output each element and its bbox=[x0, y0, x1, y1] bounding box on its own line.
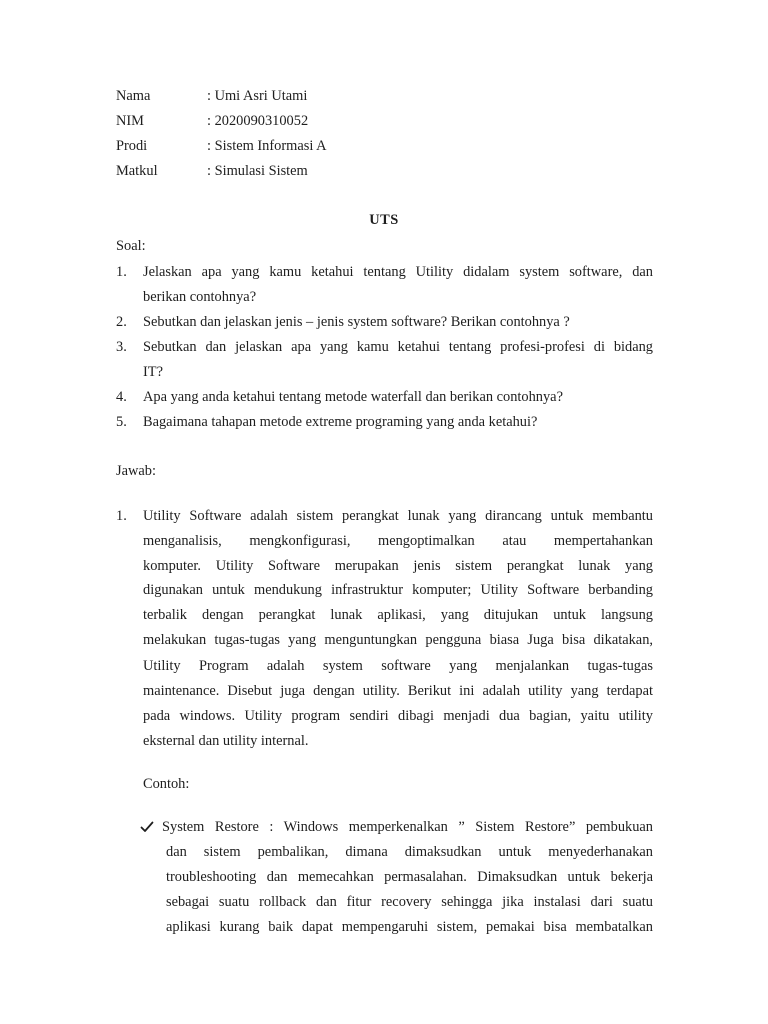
answer-line: eksternal dan utility internal. bbox=[143, 733, 309, 749]
answer-line: menganalisis, mengkonfigurasi, mengoptimalkan atau mempertahankan bbox=[143, 533, 653, 549]
info-label-prodi: Prodi bbox=[116, 138, 148, 154]
answer-number: 1. bbox=[116, 508, 127, 524]
answer-line: melakukan tugas-tugas yang menguntungkan pengguna biasa Juga bisa dikatakan, bbox=[143, 632, 653, 648]
question-line: Bagaimana tahapan metode extreme programing yang anda ketahui? bbox=[143, 414, 538, 430]
answer-line: digunakan untuk mendukung infrastruktur komputer; Utility Software berbanding bbox=[143, 582, 653, 598]
answers-label: Jawab: bbox=[116, 463, 156, 479]
question-number: 1. bbox=[116, 264, 127, 280]
question-line: Jelaskan apa yang kamu ketahui tentang Utility didalam system software, dan bbox=[143, 264, 653, 280]
answer-line: Utility Software adalah sistem perangkat lunak yang dirancang untuk membantu bbox=[143, 508, 653, 524]
question-line: berikan contohnya? bbox=[143, 289, 257, 305]
bullet-line: sebagai suatu rollback dan fitur recovery sehingga jika instalasi dari suatu bbox=[166, 894, 653, 910]
info-value-matkul: : Simulasi Sistem bbox=[207, 163, 308, 179]
question-number: 4. bbox=[116, 389, 127, 405]
bullet-line: troubleshooting dan memecahkan permasalahan. Dimaksudkan untuk bekerja bbox=[166, 869, 653, 885]
example-label: Contoh: bbox=[143, 776, 190, 792]
questions-label: Soal: bbox=[116, 238, 146, 254]
question-number: 5. bbox=[116, 414, 127, 430]
question-number: 3. bbox=[116, 339, 127, 355]
answer-line: pada windows. Utility program sendiri dibagi menjadi dua bagian, yaitu utility bbox=[143, 708, 653, 724]
answer-line: maintenance. Disebut juga dengan utility. Berikut ini adalah utility yang terdapat bbox=[143, 683, 653, 699]
question-line: IT? bbox=[143, 364, 163, 380]
answer-line: terbalik dengan perangkat lunak aplikasi, yang ditujukan untuk langsung bbox=[143, 607, 653, 623]
info-label-nim: NIM bbox=[116, 113, 144, 129]
question-line: Apa yang anda ketahui tentang metode waterfall dan berikan contohnya? bbox=[143, 389, 563, 405]
document-title: UTS bbox=[369, 212, 399, 228]
info-value-nim: : 2020090310052 bbox=[207, 113, 309, 129]
bullet-line: System Restore : Windows memperkenalkan ” Sistem Restore” pembukuan bbox=[162, 819, 653, 835]
info-label-matkul: Matkul bbox=[116, 163, 158, 179]
answer-line: Utility Program adalah system software yang menjalankan tugas-tugas bbox=[143, 658, 653, 674]
info-label-nama: Nama bbox=[116, 88, 151, 104]
question-line: Sebutkan dan jelaskan jenis – jenis system software? Berikan contohnya ? bbox=[143, 314, 570, 330]
answer-line: komputer. Utility Software merupakan jenis sistem perangkat lunak yang bbox=[143, 558, 653, 574]
bullet-line: dan sistem pembalikan, dimana dimaksudkan untuk menyederhanakan bbox=[166, 844, 653, 860]
bullet-line: aplikasi kurang baik dapat mempengaruhi sistem, pemakai bisa membatalkan bbox=[166, 919, 653, 935]
question-number: 2. bbox=[116, 314, 127, 330]
info-value-prodi: : Sistem Informasi A bbox=[207, 138, 327, 154]
info-value-nama: : Umi Asri Utami bbox=[207, 88, 308, 104]
question-line: Sebutkan dan jelaskan apa yang kamu ketahui tentang profesi-profesi di bidang bbox=[143, 339, 653, 355]
checkmark-icon bbox=[140, 820, 154, 834]
